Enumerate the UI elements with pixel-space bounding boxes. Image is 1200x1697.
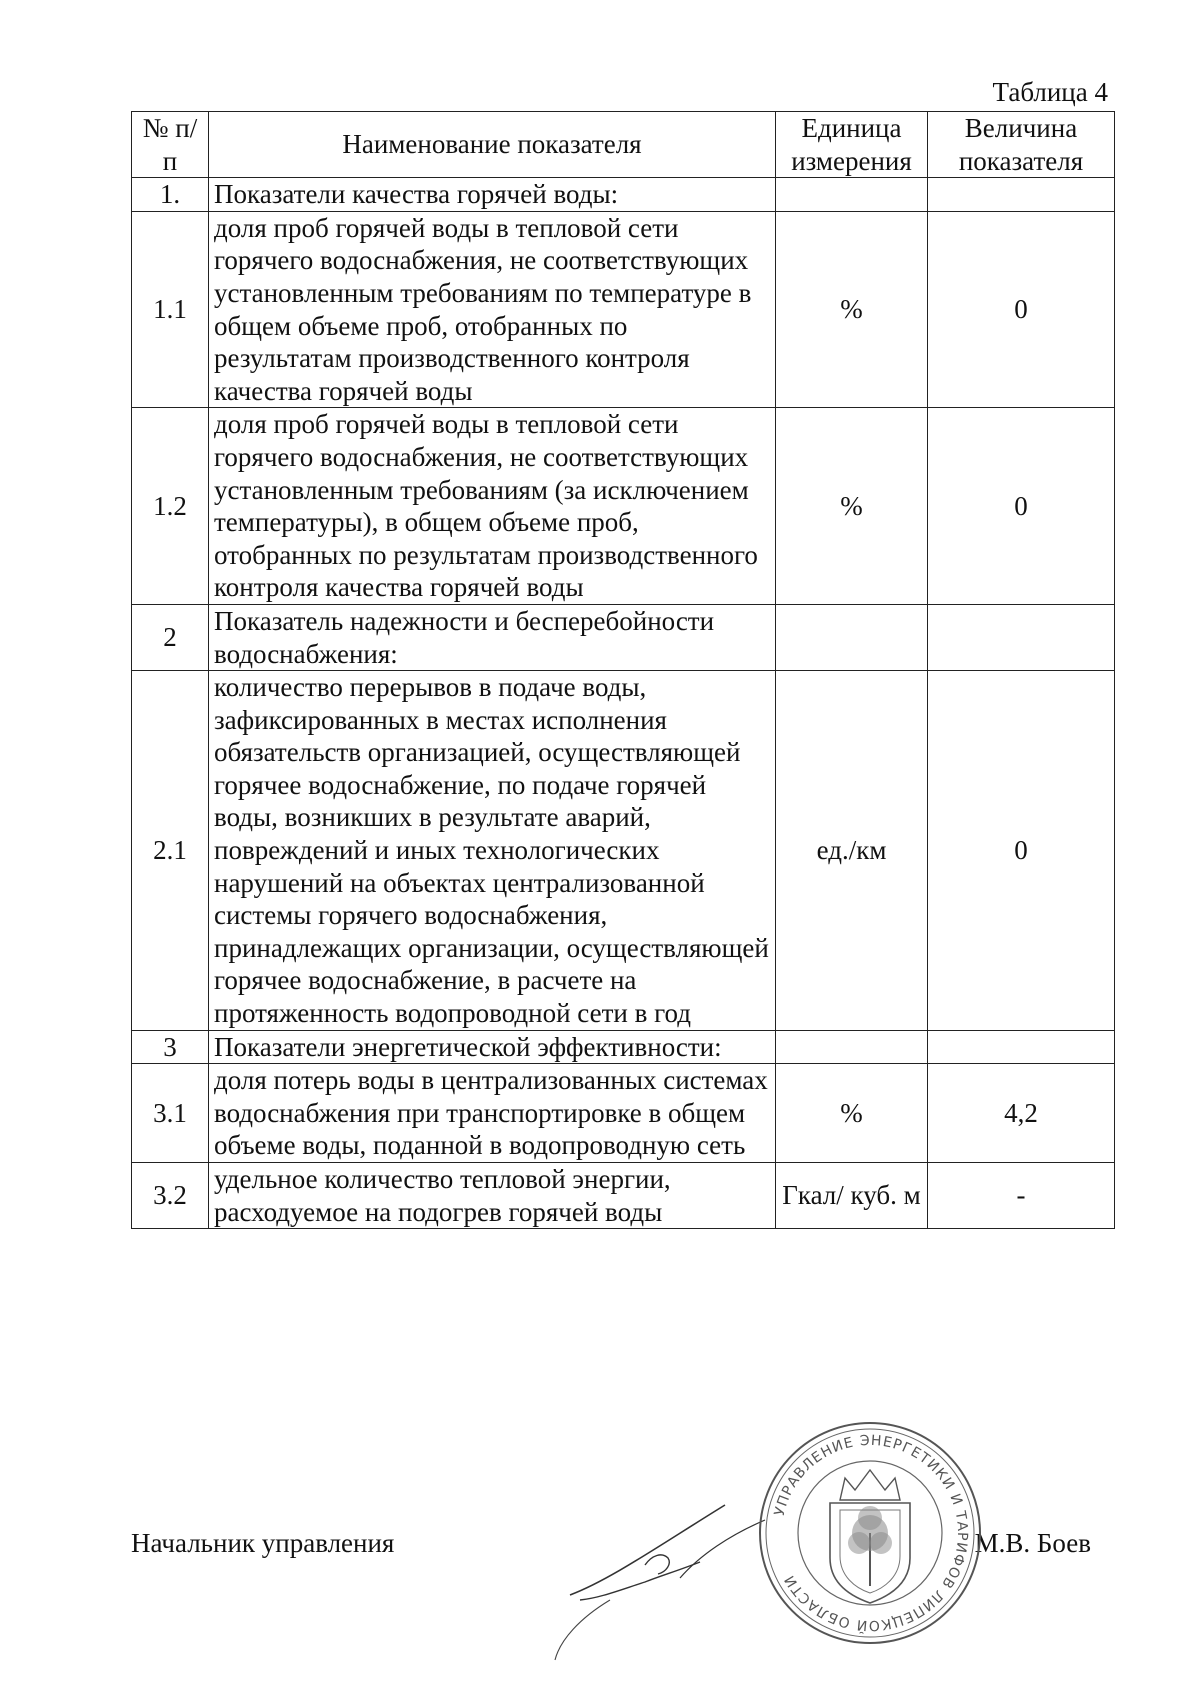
table-row [132,211,1115,408]
header-name: Наименование показателя [209,112,776,178]
table-row [132,604,1115,670]
row-unit: % [776,1064,928,1163]
row-unit [776,178,928,212]
row-name: количество перерывов в подаче воды, зафиксированных в местах исполнения обязательств организацией, осуществляющей горячее водоснабжение, по подаче горячей воды, возникших в результате аварий, повреждений и иных технологических нарушений на объектах централизованной системы горячего водоснабжения, принадлежащих организации, осуществляющей горячее водоснабжение, в расчете на протяженность водопроводной сети в год [209,671,776,1031]
row-num: 3.2 [132,1163,209,1229]
table-row [132,178,1115,212]
row-value: 4,2 [928,1064,1115,1163]
table-row [132,1163,1115,1229]
row-value [928,178,1115,212]
header-unit: Единица измерения [776,112,928,178]
row-value [928,1030,1115,1064]
row-name: удельное количество тепловой энергии, расходуемое на подогрев горячей воды [209,1163,776,1229]
handwritten-signature [550,1500,780,1670]
row-num: 1.2 [132,408,209,605]
row-num: 1.1 [132,211,209,408]
table-row [132,1030,1115,1064]
row-value: 0 [928,408,1115,605]
table-row [132,408,1115,605]
row-name: доля проб горячей воды в тепловой сети горячего водоснабжения, не соответствующих установленным требованиям (за исключением температуры), в общем объеме проб, отобранных по результатам производственного контроля качества горячей воды [209,408,776,605]
row-name: Показатели энергетической эффективности: [209,1030,776,1064]
row-unit: % [776,408,928,605]
row-value [928,604,1115,670]
header-value: Величина показателя [928,112,1115,178]
table-header-row [132,112,1115,178]
table-row [132,671,1115,1031]
table-row [132,1064,1115,1163]
row-num: 3.1 [132,1064,209,1163]
row-name: доля потерь воды в централизованных системах водоснабжения при транспортировке в общем объеме воды, поданной в водопроводную сеть [209,1064,776,1163]
row-num: 1. [132,178,209,212]
row-value: 0 [928,211,1115,408]
row-name: доля проб горячей воды в тепловой сети горячего водоснабжения, не соответствующих установленным требованиям по температуре в общем объеме проб, отобранных по результатам производственного контроля качества горячей воды [209,211,776,408]
indicators-table [131,111,1115,1229]
row-unit [776,1030,928,1064]
row-num: 3 [132,1030,209,1064]
row-unit [776,604,928,670]
row-name: Показатели качества горячей воды: [209,178,776,212]
row-num: 2 [132,604,209,670]
signatory-title: Начальник управления [131,1528,395,1558]
row-unit: ед./км [776,671,928,1031]
signatory-name: М.В. Боев [974,1528,1091,1558]
official-seal [755,1418,985,1648]
row-unit: Гкал/ куб. м [776,1163,928,1229]
row-unit: % [776,211,928,408]
row-value: - [928,1163,1115,1229]
row-value: 0 [928,671,1115,1031]
svg-text:УПРАВЛЕНИЕ ЭНЕРГЕТИКИ И ТАРИФО: УПРАВЛЕНИЕ ЭНЕРГЕТИКИ И ТАРИФОВ ЛИПЕЦКОЙ ОБЛАСТИ [771,1432,971,1634]
row-num: 2.1 [132,671,209,1031]
table-caption: Таблица 4 [992,77,1108,107]
header-num: № п/п [132,112,209,178]
row-name: Показатель надежности и бесперебойности водоснабжения: [209,604,776,670]
